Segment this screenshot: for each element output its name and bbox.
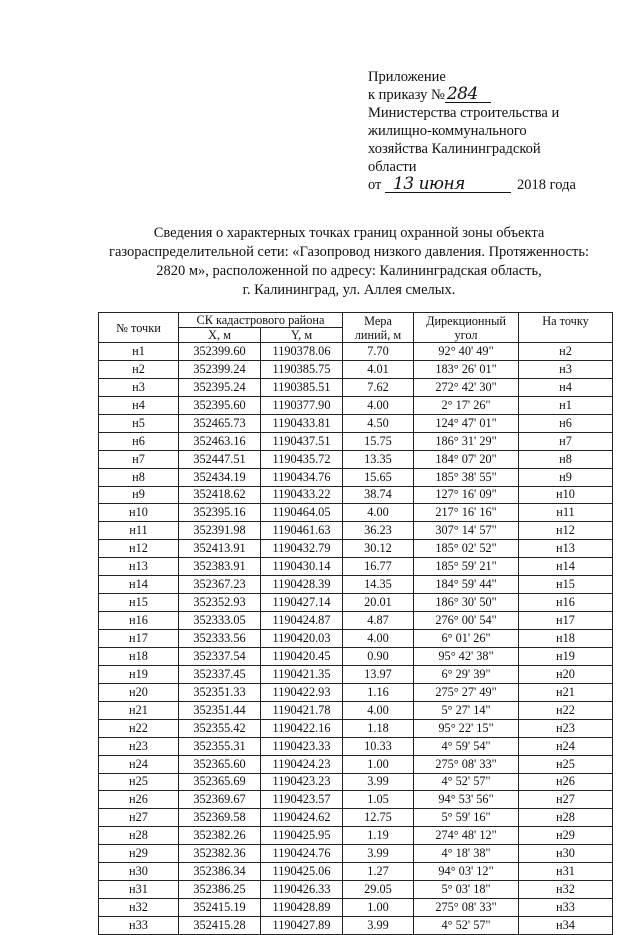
cell-x: 352399.60 [179,343,261,361]
cell-point: н21 [99,701,179,719]
cell-y: 1190385.75 [261,360,343,378]
cell-angle: 307° 14' 57" [414,522,519,540]
header-to-point: На точку [519,313,613,343]
cell-to-point: н27 [519,791,613,809]
cell-x: 352418.62 [179,486,261,504]
cell-x: 352355.31 [179,737,261,755]
cell-angle: 6° 29' 39" [414,665,519,683]
cell-y: 1190378.06 [261,343,343,361]
cell-to-point: н12 [519,522,613,540]
cell-y: 1190422.16 [261,719,343,737]
table-row [99,899,613,917]
cell-x: 352333.56 [179,630,261,648]
table-row [99,468,613,486]
cell-measure: 29.05 [343,881,414,899]
cell-x: 352351.33 [179,683,261,701]
cell-measure: 4.00 [343,630,414,648]
table-row [99,917,613,935]
cell-to-point: н19 [519,647,613,665]
cell-y: 1190385.51 [261,378,343,396]
cell-angle: 217° 16' 16" [414,504,519,522]
header-y: Y, м [261,328,343,343]
cell-to-point: н30 [519,845,613,863]
cell-measure: 3.99 [343,773,414,791]
cell-angle: 4° 52' 57" [414,917,519,935]
order-line [368,86,628,104]
table-row [99,504,613,522]
cell-angle: 276° 00' 54" [414,612,519,630]
cell-measure: 12.75 [343,809,414,827]
cell-to-point: н34 [519,917,613,935]
cell-to-point: н23 [519,719,613,737]
cell-to-point: н10 [519,486,613,504]
cell-point: н15 [99,594,179,612]
cell-angle: 4° 18' 38" [414,845,519,863]
cell-y: 1190428.89 [261,899,343,917]
cell-point: н5 [99,414,179,432]
cell-measure: 16.77 [343,558,414,576]
cell-point: н1 [99,343,179,361]
cell-angle: 185° 02' 52" [414,540,519,558]
cell-x: 352415.28 [179,917,261,935]
table-row [99,343,613,361]
cell-y: 1190423.23 [261,773,343,791]
table-row [99,414,613,432]
cell-point: н32 [99,899,179,917]
cell-to-point: н1 [519,396,613,414]
cell-point: н28 [99,827,179,845]
cell-measure: 7.70 [343,343,414,361]
cell-to-point: н15 [519,576,613,594]
cell-y: 1190424.87 [261,612,343,630]
table-row [99,378,613,396]
cell-x: 352365.60 [179,755,261,773]
table-row [99,683,613,701]
cell-angle: 272° 42' 30" [414,378,519,396]
cell-measure: 4.01 [343,360,414,378]
cell-x: 352383.91 [179,558,261,576]
table-row [99,845,613,863]
date-line [368,176,628,194]
header-x: X, м [179,328,261,343]
cell-y: 1190422.93 [261,683,343,701]
cell-to-point: н17 [519,612,613,630]
cell-to-point: н28 [519,809,613,827]
cell-angle: 275° 27' 49" [414,683,519,701]
cell-y: 1190425.95 [261,827,343,845]
cell-point: н19 [99,665,179,683]
cell-x: 352399.24 [179,360,261,378]
cell-x: 352465.73 [179,414,261,432]
cell-angle: 183° 26' 01" [414,360,519,378]
cell-y: 1190464.05 [261,504,343,522]
cell-point: н33 [99,917,179,935]
cell-measure: 1.00 [343,899,414,917]
cell-to-point: н33 [519,899,613,917]
cell-y: 1190427.89 [261,917,343,935]
cell-angle: 4° 52' 57" [414,773,519,791]
cell-angle: 95° 22' 15" [414,719,519,737]
table-row [99,701,613,719]
table-row [99,450,613,468]
cell-to-point: н18 [519,630,613,648]
cell-x: 352382.26 [179,827,261,845]
table-row [99,647,613,665]
cell-measure: 15.65 [343,468,414,486]
table-row [99,396,613,414]
cell-to-point: н7 [519,432,613,450]
table-row [99,881,613,899]
cell-point: н10 [99,504,179,522]
cell-x: 352355.42 [179,719,261,737]
cell-to-point: н4 [519,378,613,396]
cell-point: н20 [99,683,179,701]
cell-x: 352351.44 [179,701,261,719]
cell-angle: 94° 03' 12" [414,863,519,881]
cell-y: 1190432.79 [261,540,343,558]
cell-point: н12 [99,540,179,558]
cell-angle: 185° 38' 55" [414,468,519,486]
cell-point: н22 [99,719,179,737]
table-row [99,755,613,773]
cell-to-point: н16 [519,594,613,612]
cell-y: 1190426.33 [261,881,343,899]
cell-point: н9 [99,486,179,504]
cell-measure: 4.50 [343,414,414,432]
cell-point: н13 [99,558,179,576]
cell-measure: 30.12 [343,540,414,558]
cell-point: н11 [99,522,179,540]
cell-x: 352447.51 [179,450,261,468]
table-row [99,360,613,378]
table-row [99,737,613,755]
cell-point: н8 [99,468,179,486]
cell-measure: 1.18 [343,719,414,737]
header-point: № точки [99,313,179,343]
cell-x: 352463.16 [179,432,261,450]
points-table [98,312,613,935]
cell-y: 1190428.39 [261,576,343,594]
cell-measure: 1.19 [343,827,414,845]
cell-x: 352337.45 [179,665,261,683]
cell-angle: 275° 08' 33" [414,755,519,773]
cell-x: 352415.19 [179,899,261,917]
cell-measure: 1.05 [343,791,414,809]
appendix-label: Приложение [368,69,446,85]
cell-y: 1190377.90 [261,396,343,414]
cell-x: 352395.60 [179,396,261,414]
cell-angle: 95° 42' 38" [414,647,519,665]
cell-angle: 186° 31' 29" [414,432,519,450]
cell-to-point: н21 [519,683,613,701]
table-row [99,558,613,576]
date-year: 2018 года [517,177,576,193]
date-prefix: от [368,177,382,193]
cell-measure: 15.75 [343,432,414,450]
cell-x: 352337.54 [179,647,261,665]
cell-x: 352391.98 [179,522,261,540]
cell-point: н24 [99,755,179,773]
cell-x: 352367.23 [179,576,261,594]
table-row [99,665,613,683]
cell-to-point: н26 [519,773,613,791]
cell-y: 1190424.76 [261,845,343,863]
cell-y: 1190425.06 [261,863,343,881]
cell-angle: 185° 59' 21" [414,558,519,576]
cell-measure: 4.00 [343,701,414,719]
cell-y: 1190420.45 [261,647,343,665]
cell-x: 352413.91 [179,540,261,558]
cell-measure: 4.00 [343,504,414,522]
cell-x: 352386.34 [179,863,261,881]
cell-to-point: н6 [519,414,613,432]
cell-point: н25 [99,773,179,791]
table-row [99,576,613,594]
cell-point: н23 [99,737,179,755]
cell-y: 1190420.03 [261,630,343,648]
cell-y: 1190424.62 [261,809,343,827]
cell-x: 352386.25 [179,881,261,899]
table-row [99,827,613,845]
cell-measure: 13.35 [343,450,414,468]
cell-measure: 7.62 [343,378,414,396]
cell-measure: 1.27 [343,863,414,881]
cell-measure: 14.35 [343,576,414,594]
table-row [99,719,613,737]
cell-angle: 5° 27' 14" [414,701,519,719]
cell-y: 1190437.51 [261,432,343,450]
cell-point: н14 [99,576,179,594]
cell-to-point: н22 [519,701,613,719]
cell-point: н31 [99,881,179,899]
table-row [99,630,613,648]
cell-y: 1190423.33 [261,737,343,755]
cell-y: 1190421.35 [261,665,343,683]
table-row [99,791,613,809]
cell-y: 1190427.14 [261,594,343,612]
cell-x: 352382.36 [179,845,261,863]
cell-point: н27 [99,809,179,827]
cell-to-point: н25 [519,755,613,773]
table-row [99,594,613,612]
cell-point: н26 [99,791,179,809]
header-sk: СК кадастрового района [179,313,343,328]
cell-to-point: н20 [519,665,613,683]
cell-y: 1190435.72 [261,450,343,468]
cell-to-point: н13 [519,540,613,558]
cell-measure: 1.00 [343,755,414,773]
cell-measure: 13.97 [343,665,414,683]
appendix-header [368,68,628,194]
cell-x: 352369.58 [179,809,261,827]
cell-measure: 10.33 [343,737,414,755]
cell-angle: 92° 40' 49" [414,343,519,361]
cell-point: н7 [99,450,179,468]
cell-point: н17 [99,630,179,648]
cell-y: 1190430.14 [261,558,343,576]
cell-x: 352434.19 [179,468,261,486]
cell-y: 1190433.22 [261,486,343,504]
cell-point: н29 [99,845,179,863]
cell-measure: 4.87 [343,612,414,630]
cell-to-point: н32 [519,881,613,899]
cell-point: н30 [99,863,179,881]
cell-x: 352365.69 [179,773,261,791]
document-title [84,224,614,300]
cell-to-point: н3 [519,360,613,378]
cell-to-point: н24 [519,737,613,755]
cell-x: 352352.93 [179,594,261,612]
cell-to-point: н2 [519,343,613,361]
cell-angle: 274° 48' 12" [414,827,519,845]
cell-to-point: н29 [519,827,613,845]
cell-angle: 2° 17' 26" [414,396,519,414]
cell-to-point: н31 [519,863,613,881]
table-row [99,612,613,630]
cell-y: 1190423.57 [261,791,343,809]
cell-x: 352333.05 [179,612,261,630]
cell-point: н18 [99,647,179,665]
cell-angle: 184° 59' 44" [414,576,519,594]
cell-angle: 5° 03' 18" [414,881,519,899]
cell-angle: 94° 53' 56" [414,791,519,809]
cell-to-point: н9 [519,468,613,486]
cell-angle: 5° 59' 16" [414,809,519,827]
cell-y: 1190461.63 [261,522,343,540]
title-line-4: г. Калининград, ул. Аллея смелых. [242,282,456,298]
table-row [99,540,613,558]
order-number-handwritten: 284 [445,87,491,103]
cell-measure: 20.01 [343,594,414,612]
cell-point: н2 [99,360,179,378]
cell-point: н16 [99,612,179,630]
cell-point: н3 [99,378,179,396]
ministry-line-1: Министерства строительства и [368,105,560,121]
ministry-line-2: жилищно-коммунального [368,123,527,139]
cell-angle: 275° 08' 33" [414,899,519,917]
table-row [99,773,613,791]
ministry-line-4: области [368,159,417,175]
table-row [99,486,613,504]
cell-measure: 4.00 [343,396,414,414]
table-body [99,343,613,935]
cell-y: 1190424.23 [261,755,343,773]
cell-angle: 4° 59' 54" [414,737,519,755]
cell-y: 1190434.76 [261,468,343,486]
cell-angle: 127° 16' 09" [414,486,519,504]
cell-angle: 184° 07' 20" [414,450,519,468]
cell-measure: 38.74 [343,486,414,504]
cell-angle: 124° 47' 01" [414,414,519,432]
cell-measure: 3.99 [343,917,414,935]
date-handwritten: 13 июня [385,177,511,193]
cell-measure: 1.16 [343,683,414,701]
cell-to-point: н11 [519,504,613,522]
cell-x: 352369.67 [179,791,261,809]
order-prefix: к приказу № [368,87,445,103]
cell-y: 1190421.78 [261,701,343,719]
cell-measure: 3.99 [343,845,414,863]
cell-x: 352395.16 [179,504,261,522]
cell-angle: 186° 30' 50" [414,594,519,612]
table-row [99,809,613,827]
cell-x: 352395.24 [179,378,261,396]
table-header-row [99,313,613,328]
cell-point: н6 [99,432,179,450]
cell-angle: 6° 01' 26" [414,630,519,648]
table-row [99,863,613,881]
title-line-2: газораспределительной сети: «Газопровод низкого давления. Протяженность: [109,244,589,260]
cell-y: 1190433.81 [261,414,343,432]
header-measure: Мера линий, м [343,313,414,343]
title-line-1: Сведения о характерных точках границ охранной зоны объекта [153,225,545,241]
cell-measure: 36.23 [343,522,414,540]
table-row [99,522,613,540]
cell-point: н4 [99,396,179,414]
header-angle: Дирекционный угол [414,313,519,343]
cell-measure: 0.90 [343,647,414,665]
cell-to-point: н8 [519,450,613,468]
ministry-line-3: хозяйства Калининградской [368,141,541,157]
table-row [99,432,613,450]
title-line-3: 2820 м», расположенной по адресу: Калининградская область, [156,263,542,279]
cell-to-point: н14 [519,558,613,576]
